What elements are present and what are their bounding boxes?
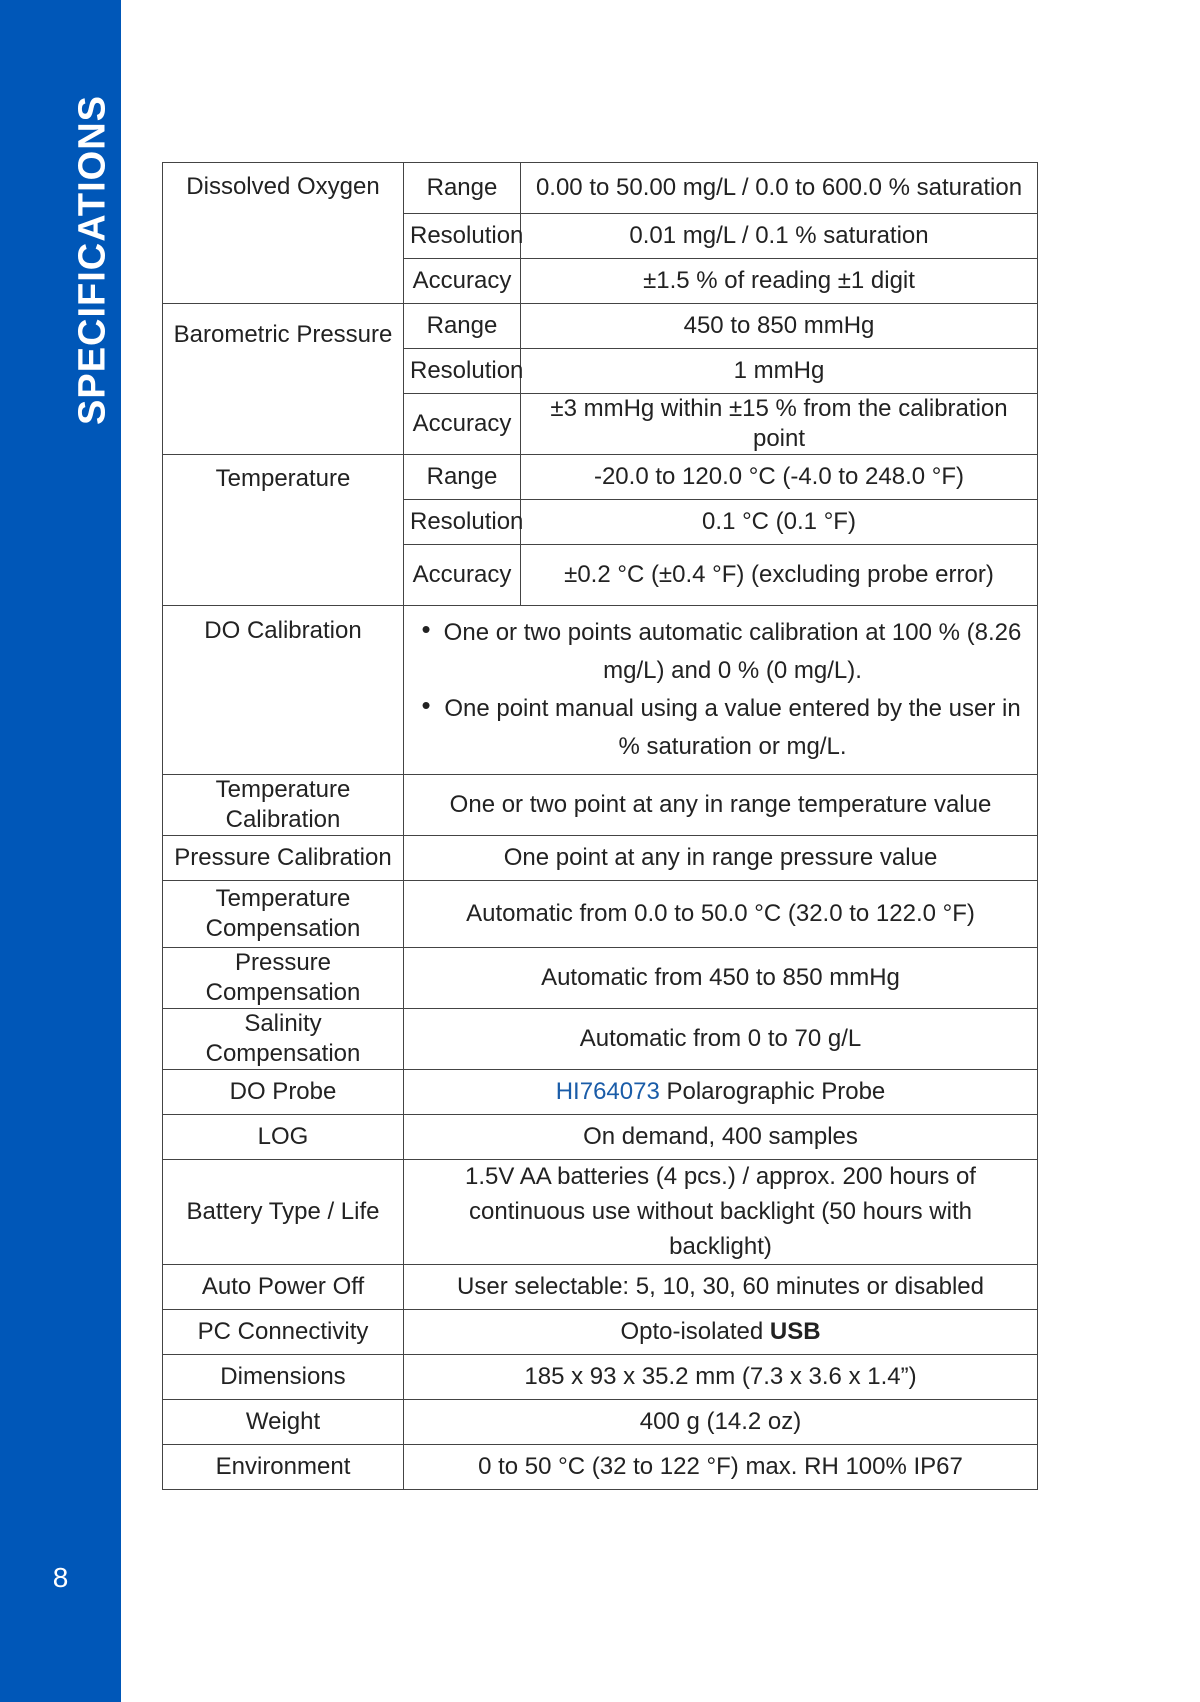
value-environment: 0 to 50 °C (32 to 122 °F) max. RH 100% IP67 [404, 1445, 1038, 1490]
table-row [163, 1160, 1038, 1265]
value-temp-range: -20.0 to 120.0 °C (-4.0 to 248.0 °F) [521, 455, 1038, 500]
param-dimensions: Dimensions [163, 1355, 404, 1400]
value-bp-resolution: 1 mmHg [521, 349, 1038, 394]
value-do-probe [404, 1070, 1038, 1115]
param-salinity-compensation: Salinity Compensation [163, 1009, 404, 1070]
value-temp-resolution: 0.1 °C (0.1 °F) [521, 500, 1038, 545]
table-row [163, 1070, 1038, 1115]
value-do-resolution: 0.01 mg/L / 0.1 % saturation [521, 214, 1038, 259]
table-row [163, 836, 1038, 881]
sub-label-accuracy: Accuracy [404, 259, 521, 304]
table-row [163, 1445, 1038, 1490]
value-pressure-compensation: Automatic from 450 to 850 mmHg [404, 948, 1038, 1009]
value-temp-accuracy: ±0.2 °C (±0.4 °F) (excluding probe error) [521, 545, 1038, 606]
value-battery: 1.5V AA batteries (4 pcs.) / approx. 200 hours of continuous use without backlight (50 hours with backlight) [404, 1160, 1038, 1265]
sub-label-resolution: Resolution [404, 349, 521, 394]
param-battery: Battery Type / Life [163, 1160, 404, 1265]
probe-text: Polarographic Probe [659, 1078, 886, 1105]
table-row [163, 1310, 1038, 1355]
param-temperature-compensation: Temperature Compensation [163, 881, 404, 948]
value-pc-connectivity [404, 1310, 1038, 1355]
value-bp-accuracy: ±3 mmHg within ±15 % from the calibration point [521, 394, 1038, 455]
value-do-range: 0.00 to 50.00 mg/L / 0.0 to 600.0 % saturation [521, 163, 1038, 214]
page-number: 8 [52, 1562, 69, 1593]
table-row [163, 1400, 1038, 1445]
bullet-text: One or two points automatic calibration at 100 % (8.26 mg/L) and 0 % (0 mg/L). [443, 619, 1022, 684]
param-do-calibration: DO Calibration [163, 606, 404, 775]
table-row [163, 1355, 1038, 1400]
table-row [163, 455, 1038, 500]
specifications-table [162, 162, 1038, 1490]
table-row [163, 1115, 1038, 1160]
connectivity-bold: USB [769, 1318, 821, 1346]
table-row [163, 163, 1038, 214]
param-do-probe: DO Probe [163, 1070, 404, 1115]
param-temperature-calibration: Temperature Calibration [163, 775, 404, 836]
sub-label-resolution: Resolution [404, 214, 521, 259]
table-row [163, 948, 1038, 1009]
param-environment: Environment [163, 1445, 404, 1490]
list-item [416, 614, 1029, 690]
section-title: SPECIFICATIONS [71, 95, 114, 425]
value-temperature-calibration: One or two point at any in range temperature value [404, 775, 1038, 836]
do-calibration-list [404, 606, 1038, 775]
sub-label-accuracy: Accuracy [404, 394, 521, 455]
value-bp-range: 450 to 850 mmHg [521, 304, 1038, 349]
param-weight: Weight [163, 1400, 404, 1445]
table-row [163, 304, 1038, 349]
param-temperature: Temperature [163, 455, 404, 606]
value-weight: 400 g (14.2 oz) [404, 1400, 1038, 1445]
param-pc-connectivity: PC Connectivity [163, 1310, 404, 1355]
value-pressure-calibration: One point at any in range pressure value [404, 836, 1038, 881]
param-dissolved-oxygen: Dissolved Oxygen [163, 163, 404, 304]
table-row [163, 1265, 1038, 1310]
bullet-text: One point manual using a value entered by the user in % saturation or mg/L. [444, 695, 1021, 760]
value-log: On demand, 400 samples [404, 1115, 1038, 1160]
sub-label-resolution: Resolution [404, 500, 521, 545]
value-salinity-compensation: Automatic from 0 to 70 g/L [404, 1009, 1038, 1070]
value-temperature-compensation: Automatic from 0.0 to 50.0 °C (32.0 to 122.0 °F) [404, 881, 1038, 948]
connectivity-text: Opto-isolated [620, 1318, 770, 1346]
param-auto-power-off: Auto Power Off [163, 1265, 404, 1310]
value-do-accuracy: ±1.5 % of reading ±1 digit [521, 259, 1038, 304]
value-auto-power-off: User selectable: 5, 10, 30, 60 minutes or disabled [404, 1265, 1038, 1310]
table-row [163, 606, 1038, 775]
table-row [163, 1009, 1038, 1070]
bullet-icon: • [421, 614, 431, 644]
bullet-icon: • [421, 690, 431, 720]
param-pressure-compensation: Pressure Compensation [163, 948, 404, 1009]
list-item [416, 690, 1029, 766]
table-row [163, 881, 1038, 948]
sub-label-accuracy: Accuracy [404, 545, 521, 606]
param-pressure-calibration: Pressure Calibration [163, 836, 404, 881]
table-row [163, 775, 1038, 836]
sub-label-range: Range [404, 163, 521, 214]
sidebar [0, 0, 121, 1702]
param-barometric-pressure: Barometric Pressure [163, 304, 404, 455]
param-log: LOG [163, 1115, 404, 1160]
sub-label-range: Range [404, 455, 521, 500]
sub-label-range: Range [404, 304, 521, 349]
probe-link[interactable]: HI764073 [555, 1078, 660, 1105]
value-dimensions: 185 x 93 x 35.2 mm (7.3 x 3.6 x 1.4”) [404, 1355, 1038, 1400]
